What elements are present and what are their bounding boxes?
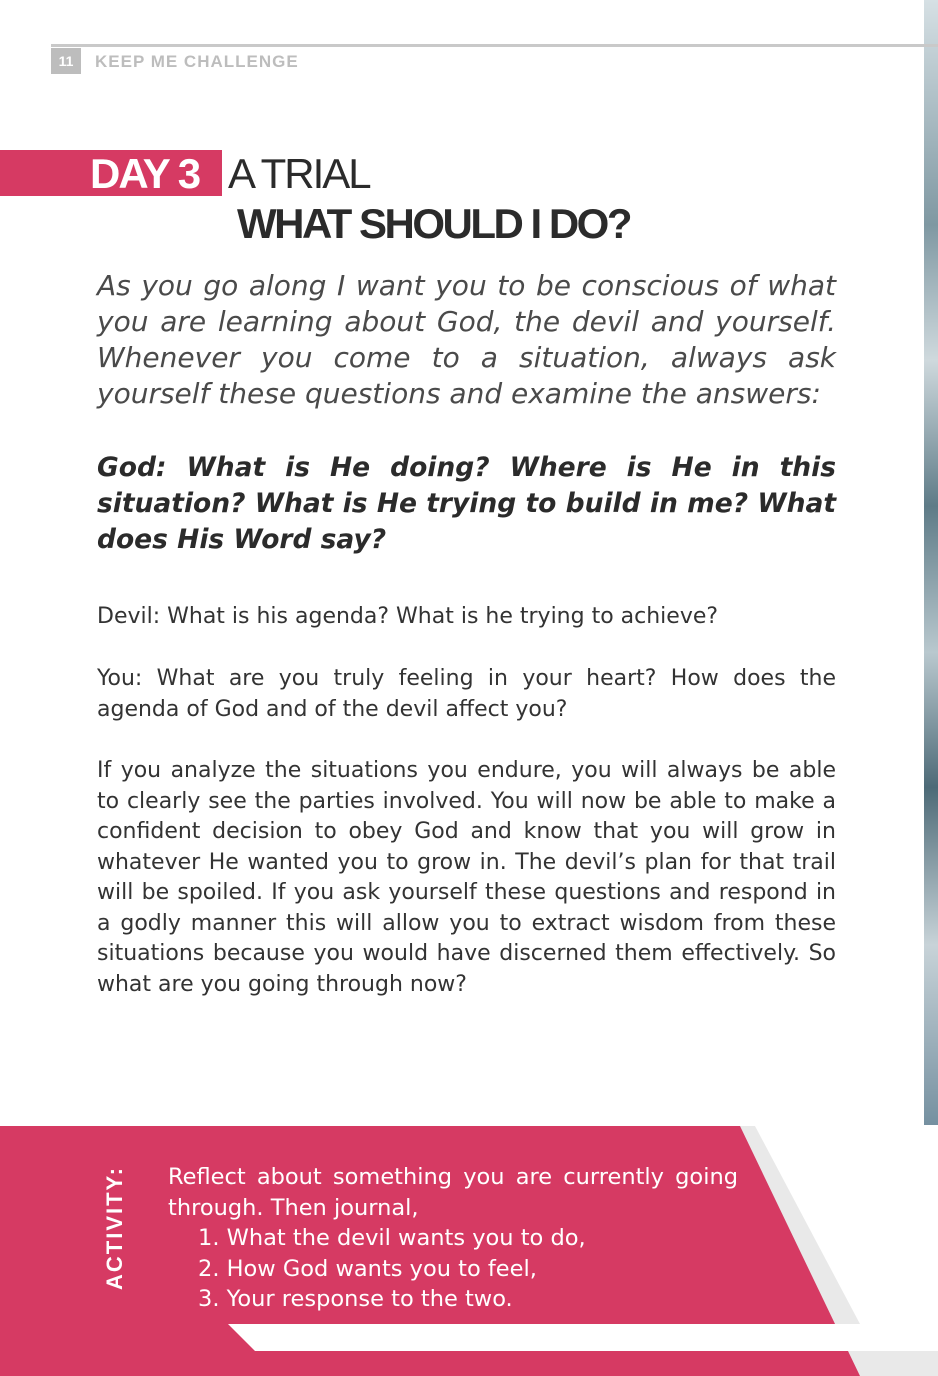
activity-item: 2. How God wants you to feel, [198, 1255, 537, 1282]
running-title: KEEP ME CHALLENGE [95, 52, 299, 71]
intro-paragraph: As you go along I want you to be conscious of what you are learning about God, the devil and yourself. Whenever you come to a situation, always ask yourself these questions and examine the answers: [97, 269, 836, 410]
activity-list [168, 1223, 738, 1315]
activity-lead: Reflect about something you are currently going through. Then journal, [168, 1164, 738, 1221]
page-number: 11 [51, 48, 81, 74]
devil-questions: Devil: What is his agenda? What is he trying to achieve? [97, 604, 719, 629]
analysis-paragraph: If you analyze the situations you endure, you will always be able to clearly see the parties involved. You will now be able to make a confident decision to obey God and know that you will grow in whatever He wanted you to grow in. The devil’s plan for that trail will be spoiled. If you ask yourself these questions and respond in a godly manner this will allow you to extract wisdom from these situations because you would have discerned them effectively. So what are you going through now? [97, 758, 836, 997]
day-subtitle: A TRIAL [228, 150, 370, 197]
you-questions: You: What are you truly feeling in your heart? How does the agenda of God and of the devil affect you? [97, 666, 836, 722]
activity-item: 1. What the devil wants you to do, [198, 1225, 586, 1251]
page-title: WHAT SHOULD I DO? [237, 200, 631, 247]
header-rule [51, 44, 938, 47]
activity-item: 3. Your response to the two. [198, 1286, 513, 1312]
ocean-image-strip [924, 0, 938, 1125]
day-label: DAY 3 [90, 150, 200, 197]
activity-white-stripe [228, 1324, 890, 1351]
god-questions: God: What is He doing? Where is He in this situation? What is He trying to build in me? What does His Word say? [97, 452, 836, 555]
activity-content [168, 1162, 738, 1315]
activity-label: ACTIVITY: [102, 1166, 127, 1290]
